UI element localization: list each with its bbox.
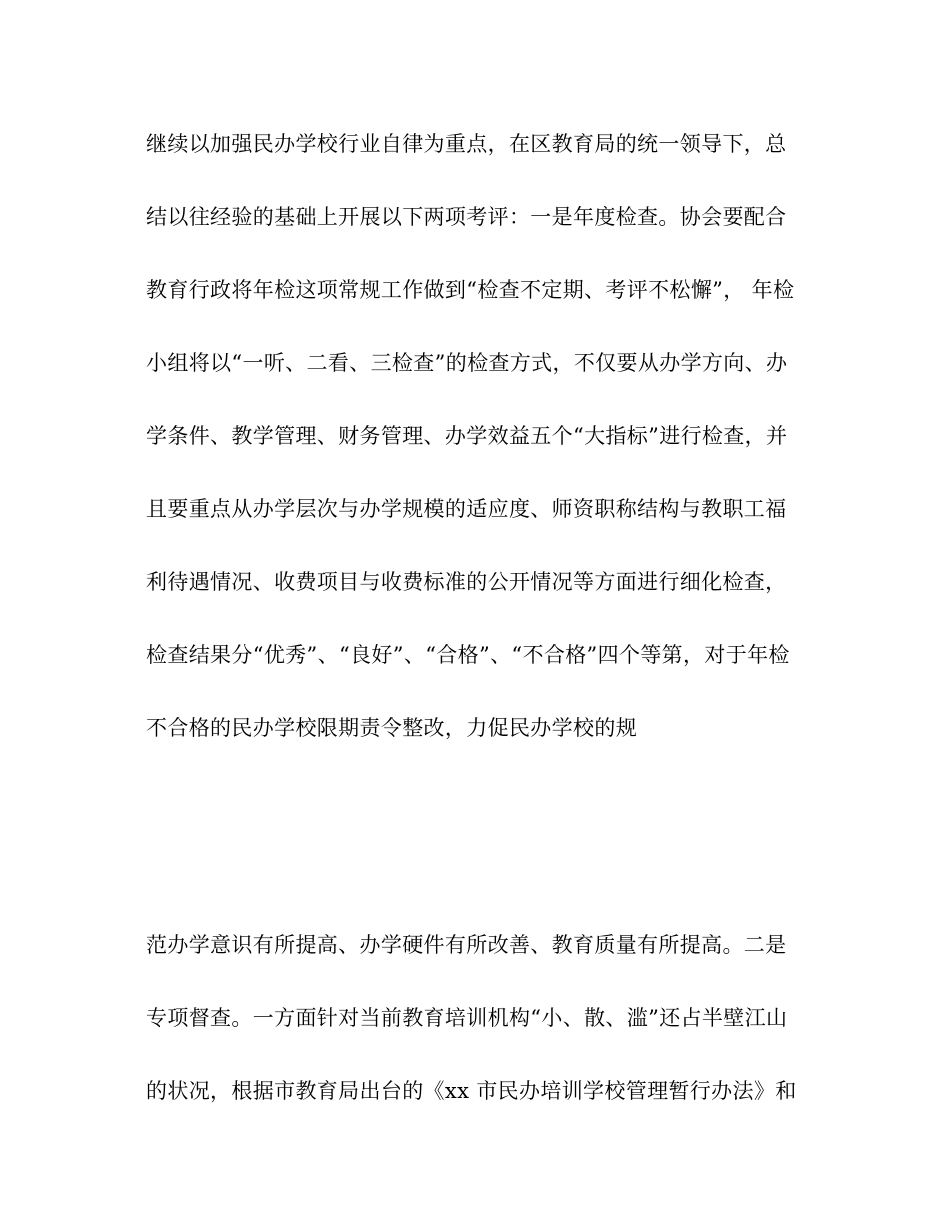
paragraph-line: 学条件、教学管理、财务管理、办学效益五个“大指标”进行检查，并 [146, 424, 788, 448]
paragraph-line: 结以往经验的基础上开展以下两项考评：一是年度检查。协会要配合 [146, 205, 787, 229]
paragraph-line: 利待遇情况、收费项目与收费标准的公开情况等方面进行细化检查， [146, 570, 787, 594]
paragraph-line: 小组将以“一听、二看、三检查”的检查方式，不仅要从办学方向、办 [146, 351, 788, 375]
paragraph-line: 继续以加强民办学校行业自律为重点，在区教育局的统一领导下，总 [146, 132, 787, 156]
paragraph-line: 教育行政将年检这项常规工作做到“检查不定期、考评不松懈”， 年检 [146, 278, 795, 302]
paragraph-line: 的状况，根据市教育局出台的《xx 市民办培训学校管理暂行办法》和 [146, 1079, 797, 1103]
paragraph-line: 不合格的民办学校限期责令整改，力促民办学校的规 [146, 716, 638, 740]
paragraph-line: 且要重点从办学层次与办学规模的适应度、师资职称结构与教职工福 [146, 497, 787, 521]
paragraph-line: 范办学意识有所提高、办学硬件有所改善、教育质量有所提高。二是 [146, 933, 787, 957]
paragraph-line: 专项督查。一方面针对当前教育培训机构“小、散、滥”还占半壁江山 [146, 1006, 788, 1030]
paragraph-line: 检查结果分“优秀”、“良好”、“合格”、“不合格”四个等第，对于年检 [146, 643, 790, 667]
